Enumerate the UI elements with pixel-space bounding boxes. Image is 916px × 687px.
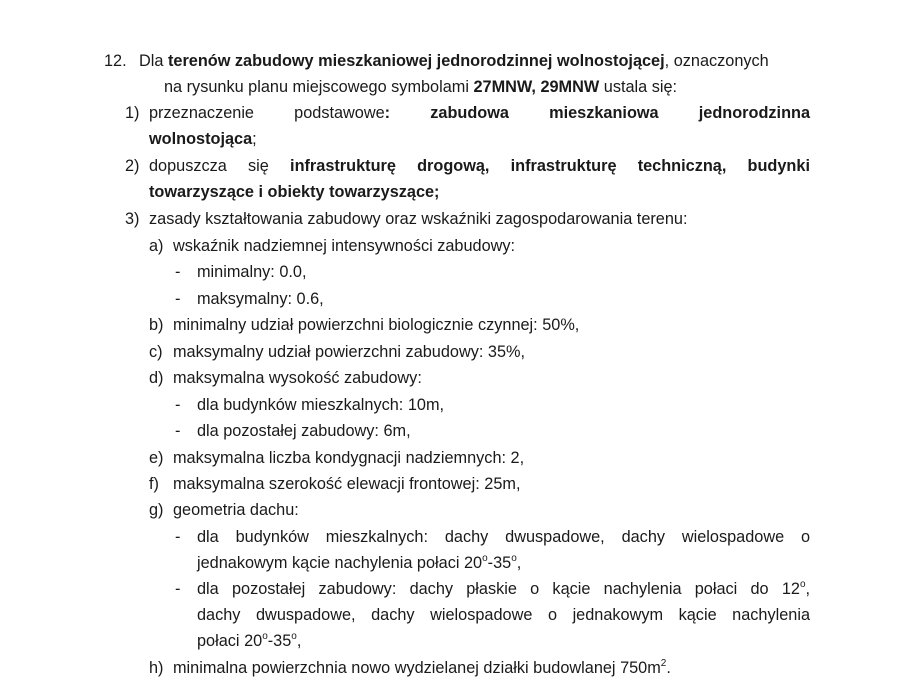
point-1-line-1 [149,102,810,124]
text: minimalna powierzchnia nowo wydzielanej działki budowlanej 750m [173,659,661,677]
point-2-line-1 [149,155,810,177]
word: dachy [621,528,666,546]
word: przeznaczenie [149,104,254,122]
item-intro-line-2 [164,76,677,98]
word: połaci [694,580,738,598]
point-3-number: 3) [125,210,140,228]
bold-word: wolnostojąca [149,130,253,148]
text: połaci 20 [197,632,263,650]
word: wielospadowe [681,528,785,546]
sub-d-item-2: dla pozostałej zabudowy: 6m, [197,422,411,440]
word: mieszkalnych: [325,528,428,546]
squared-mark: 2 [660,657,667,669]
word: nachylenia [603,580,682,598]
sub-g-item-1-line-2 [197,552,521,574]
colon: : [384,104,391,122]
word: dwuspadowe, [256,606,356,624]
degree-mark: o [482,552,488,564]
point-2-number: 2) [125,157,140,175]
degree-mark: o [291,630,297,642]
word: nachylenia [732,606,811,624]
intro-bold-term: terenów zabudowy mieszkaniowej jednorodzinnej wolnostojącej [167,52,665,70]
text: 12 [781,580,800,598]
point-1-number: 1) [125,104,140,122]
degree-mark: o [262,630,268,642]
sub-c-text: maksymalny udział powierzchni zabudowy: 35%, [173,343,526,361]
sub-a-letter: a) [149,237,164,255]
dash: - [175,422,181,440]
word: mieszkaniowa [549,104,659,122]
sub-g-item-2-line-1 [197,578,810,600]
word: infrastrukturę [290,157,396,175]
word [782,580,810,598]
sub-b-letter: b) [149,316,164,334]
intro2-post: ustala się: [599,78,678,96]
sub-a-max: maksymalny: 0.6, [197,290,324,308]
dash: - [175,290,181,308]
word: infrastrukturę [510,157,617,175]
word: zabudowy: [318,580,397,598]
word: dachy [409,580,454,598]
word: o [800,528,811,546]
sub-e-letter: e) [149,449,164,467]
sub-h-text [173,657,671,679]
item-number: 12. [104,52,127,70]
sub-d-text: maksymalna wysokość zabudowy: [173,369,422,387]
sub-e-text: maksymalna liczba kondygnacji nadziemnych: 2, [173,449,525,467]
sub-d-letter: d) [149,369,164,387]
dash: - [175,263,181,281]
sub-a-min: minimalny: 0.0, [197,263,307,281]
sub-c-letter: c) [149,343,163,361]
word [294,104,390,122]
intro-post: , oznaczonych [664,52,769,70]
word: zabudowa [430,104,509,122]
point-3-text: zasady kształtowania zabudowy oraz wskaźniki zagospodarowania terenu: [149,210,688,228]
word: do [750,580,769,598]
word: jednorodzinna [698,104,811,122]
intro2-symbols: 27MNW, 29MNW [473,78,600,96]
word: dla [197,580,219,598]
sub-g-letter: g) [149,501,164,519]
word: dachy [444,528,489,546]
word: dachy [197,606,241,624]
point-1-line-2 [149,128,257,150]
word: dwuspadowe, [505,528,605,546]
word: dla [197,528,219,546]
word: techniczną, [637,157,727,175]
word: płaskie [466,580,517,598]
word: o [530,580,540,598]
sub-f-text: maksymalna szerokość elewacji frontowej: 25m, [173,475,521,493]
word: drogową, [417,157,490,175]
word: jednakowym [572,606,664,624]
degree-mark: o [511,552,517,564]
word: się [248,157,269,175]
text: , [516,554,522,572]
word: kącie [552,580,591,598]
text: -35 [267,632,292,650]
dash: - [175,528,181,546]
intro2-pre: na rysunku planu miejscowego symbolami [164,78,474,96]
intro-pre: Dla [139,52,168,70]
sub-h-letter: h) [149,659,164,677]
sub-d-item-1: dla budynków mieszkalnych: 10m, [197,396,445,414]
point-2-line-2: towarzyszące i obiekty towarzyszące; [149,183,440,201]
text: , [805,580,811,598]
text: -35 [487,554,512,572]
word: pozostałej [231,580,306,598]
dash: - [175,396,181,414]
word: budynki [747,157,810,175]
word-part: podstawowe [294,104,385,122]
dash: - [175,580,181,598]
sub-b-text: minimalny udział powierzchni biologicznie czynnej: 50%, [173,316,580,334]
degree-mark: o [799,578,806,590]
text: jednakowym kącie nachylenia połaci 20 [197,554,483,572]
sub-f-letter: f) [149,475,159,493]
semicolon: ; [252,130,257,148]
text: . [666,659,671,677]
sub-g-item-2-line-3 [197,630,301,652]
sub-g-text: geometria dachu: [173,501,299,519]
word: budynków [235,528,309,546]
text: , [296,632,302,650]
sub-g-item-2-line-2 [197,604,810,626]
sub-g-item-1-line-1 [197,526,810,548]
word: dopuszcza [149,157,227,175]
word: wielospadowe [430,606,533,624]
word: dachy [371,606,415,624]
word: kącie [678,606,717,624]
sub-a-text: wskaźnik nadziemnej intensywności zabudowy: [173,237,516,255]
word: o [547,606,558,624]
item-intro-line-1 [139,50,769,72]
